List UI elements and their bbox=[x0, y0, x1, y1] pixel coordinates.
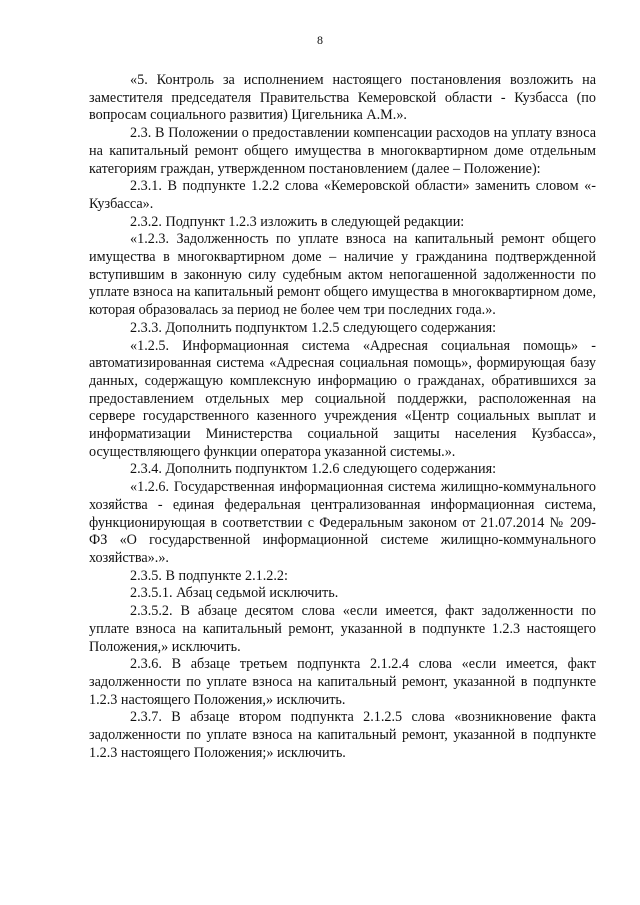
paragraph-1-2-3: «1.2.3. Задолженность по уплате взноса на капитальный ремонт общего имущества в многоквартирном доме – наличие у гражданина подтвержденной вступившим в законную силу судебным актом непогашенной задолженности по уплате взноса на капитальный ремонт общего имущества в многоквартирном доме, которая образовалась за период не более чем три последних года.». bbox=[89, 231, 596, 319]
paragraph-2-3-6: 2.3.6. В абзаце третьем подпункта 2.1.2.4 слова «если имеется, факт задолженности по уплате взноса на капитальный ремонт, указанной в подпункте 1.2.3 настоящего Положения,» исключить. bbox=[89, 656, 596, 708]
paragraph-control-clause: «5. Контроль за исполнением настоящего постановления возложить на заместителя председателя Правительства Кемеровской области - Кузбасса (по вопросам социального развития) Цигельника А.М.». bbox=[89, 72, 596, 124]
paragraph-1-2-6: «1.2.6. Государственная информационная система жилищно-коммунального хозяйства - единая федеральная централизованная информационная система, функционирующая в соответствии с Федеральным законом от 21.07.2014 № 209-ФЗ «О государственной информационной системе жилищно-коммунального хозяйства».». bbox=[89, 479, 596, 566]
paragraph-2-3-5: 2.3.5. В подпункте 2.1.2.2: bbox=[130, 567, 288, 584]
paragraph-2-3-1: 2.3.1. В подпункте 1.2.2 слова «Кемеровской области» заменить словом «- Кузбасса». bbox=[89, 178, 596, 212]
paragraph-2-3-5-2: 2.3.5.2. В абзаце десятом слова «если имеется, факт задолженности по уплате взноса на капитальный ремонт, указанной в подпункте 1.2.3 настоящего Положения,» исключить. bbox=[89, 603, 596, 655]
paragraph-2-3: 2.3. В Положении о предоставлении компенсации расходов на уплату взноса на капитальный ремонт общего имущества в многоквартирном доме отдельным категориям граждан, утвержденном постановлением (далее – Положение): bbox=[89, 125, 596, 177]
paragraph-1-2-5: «1.2.5. Информационная система «Адресная социальная помощь» - автоматизированная система «Адресная социальная помощь», формирующая базу данных, содержащую комплексную информацию о гражданах, обратившихся за предоставлением отдельных мер социальной поддержки, расположенная на сервере государственного казенного учреждения «Центр социальных выплат и информатизации Министерства социальной защиты населения Кузбасса», осуществляющего функции оператора указанной системы.». bbox=[89, 337, 596, 460]
paragraph-2-3-5-1: 2.3.5.1. Абзац седьмой исключить. bbox=[130, 585, 339, 602]
page-number: 8 bbox=[317, 33, 323, 47]
paragraph-2-3-3: 2.3.3. Дополнить подпунктом 1.2.5 следующего содержания: bbox=[130, 319, 497, 336]
paragraph-2-3-7: 2.3.7. В абзаце втором подпункта 2.1.2.5 слова «возникновение факта задолженности по уплате взноса на капитальный ремонт, указанной в подпункте 1.2.3 настоящего Положения;» исключить. bbox=[89, 709, 596, 761]
paragraph-2-3-2: 2.3.2. Подпункт 1.2.3 изложить в следующей редакции: bbox=[130, 213, 465, 230]
paragraph-2-3-4: 2.3.4. Дополнить подпунктом 1.2.6 следующего содержания: bbox=[130, 461, 497, 478]
document-body bbox=[89, 72, 596, 762]
